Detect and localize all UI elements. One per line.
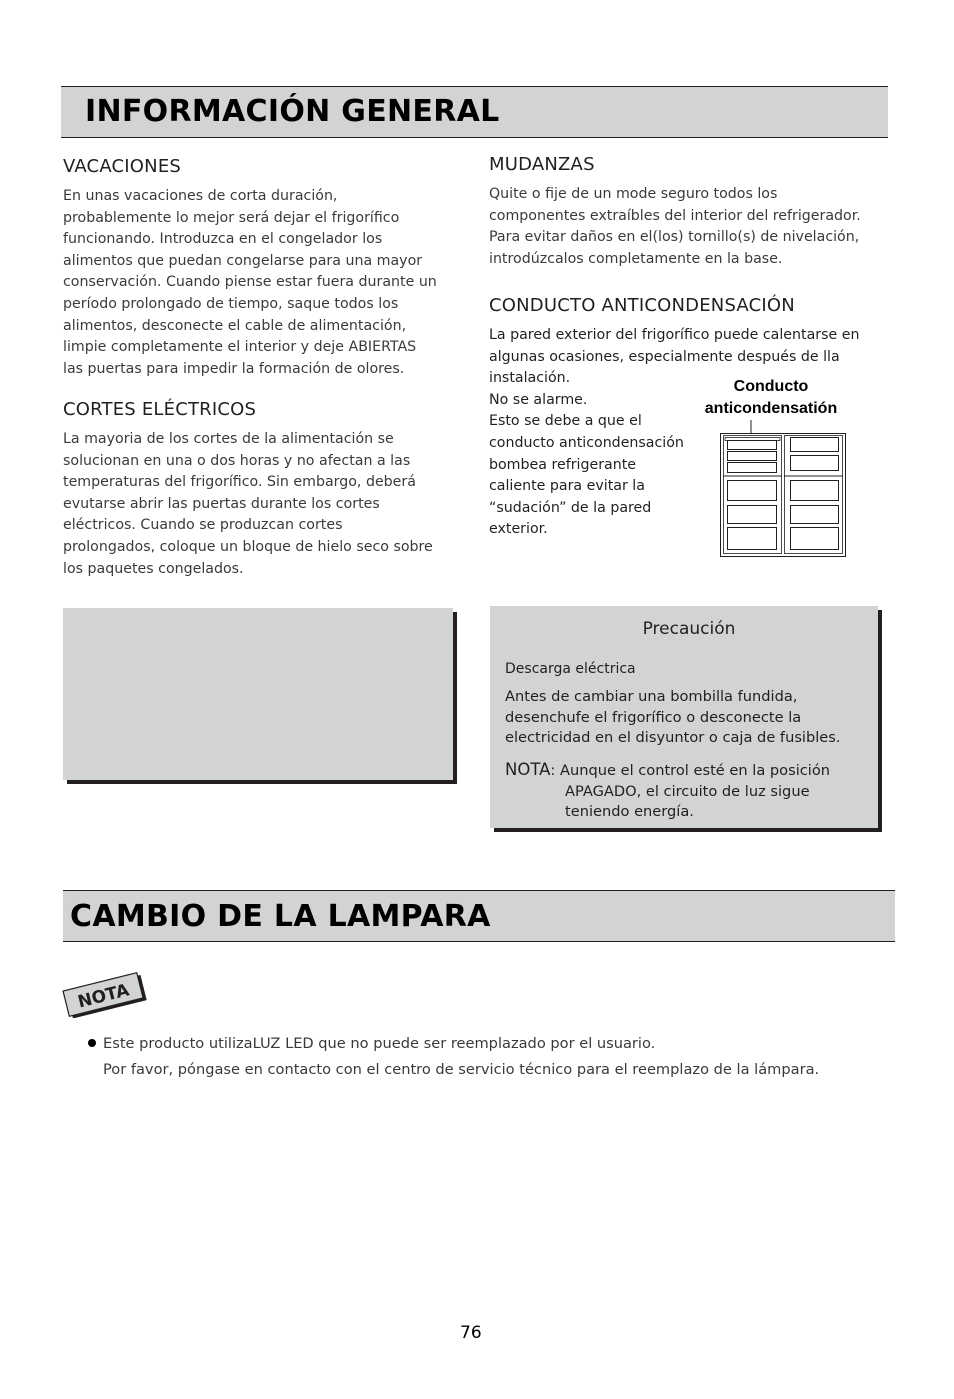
text-line: limpie completamente el interior y deje ABIERTAS [63, 339, 417, 356]
text-line: funcionando. Introduzca en el congelador los [63, 231, 383, 248]
text-line: La mayoria de los cortes de la alimentación se [63, 431, 394, 447]
text-line: : Aunque el control esté en la posición [550, 762, 831, 779]
section-banner-informacion-general [61, 86, 888, 138]
text-line: bombea refrigerante [489, 456, 637, 473]
text-line: “sudación” de la pared [489, 499, 652, 516]
vacaciones-title: VACACIONES [63, 156, 182, 177]
section-banner-cambio-lampara [63, 890, 895, 942]
caution-nota [505, 760, 875, 823]
text-line: En unas vacaciones de corta duración, [63, 188, 338, 204]
text-line: Antes de cambiar una bombilla fundida, [505, 688, 798, 705]
text-line: instalación. [489, 370, 571, 387]
text-line: APAGADO, el circuito de luz sigue [565, 782, 810, 800]
caution-body [505, 687, 870, 749]
text-line: componentes extraíbles del interior del refrigerador. [489, 207, 861, 224]
nota-stamp-icon [62, 970, 148, 1018]
nota-stamp-text: NOTA [75, 980, 132, 1013]
bullet-dot [88, 1039, 96, 1047]
text-line: alimentos, desconecte el cable de alimentación, [63, 317, 407, 334]
text-line: temperaturas del frigorífico. Sin embargo, deberá [63, 474, 416, 491]
text-line: Para evitar daños en el(los) tornillo(s) de nivelación, [489, 229, 860, 246]
section-title: INFORMACIÓN GENERAL [85, 94, 500, 129]
text-line: electricidad en el disyuntor o caja de fusibles. [505, 729, 841, 747]
vacaciones-body [63, 186, 463, 380]
text-line: prolongados, coloque un bloque de hielo seco sobre [63, 538, 433, 555]
section-title: CAMBIO DE LA LAMPARA [70, 899, 491, 934]
text-line: desenchufe el frigorífico o desconecte la [505, 708, 802, 726]
text-line: Quite o fije de un mode seguro todos los [489, 186, 778, 202]
text-line: teniendo energía. [565, 803, 694, 821]
text-line: introdúzcalos completamente en la base. [489, 250, 783, 267]
blank-gray-panel [63, 608, 453, 780]
cortes-body [63, 429, 463, 580]
text-line: conservación. Cuando piense estar fuera durante un [63, 274, 437, 291]
text-line: caliente para evitar la [489, 478, 645, 495]
text-line: probablemente lo mejor será dejar el frigorífico [63, 209, 400, 226]
diagram-label [695, 376, 847, 419]
page-number: 76 [460, 1323, 482, 1343]
text-line: La pared exterior del frigorífico puede calentarse en [489, 327, 860, 343]
text-line: Esto se debe a que el [489, 413, 642, 430]
nota-label: NOTA [505, 760, 551, 779]
text-line: las puertas para impedir la formación de olores. [63, 360, 405, 377]
text-line: algunas ocasiones, especialmente después de lla [489, 348, 840, 365]
text-line: exterior. [489, 521, 548, 538]
caution-subtitle: Descarga eléctrica [505, 661, 636, 677]
text-line: No se alarme. [489, 391, 588, 408]
note-line-2: Por favor, póngase en contacto con el centro de servicio técnico para el reemplazo de la lámpara. [103, 1061, 820, 1078]
cortes-title: CORTES ELÉCTRICOS [63, 399, 257, 420]
note-line-1: Este producto utilizaLUZ LED que no puede ser reemplazado por el usuario. [103, 1035, 656, 1052]
caution-title: Precaución [642, 619, 736, 639]
text-line: los paquetes congelados. [63, 560, 244, 577]
mudanzas-body [489, 184, 899, 270]
mudanzas-title: MUDANZAS [489, 154, 595, 175]
text-line: evutarse abrir las puertas durante los cortes [63, 495, 380, 512]
text-line: período prolongado de tiempo, saque todos los [63, 295, 399, 312]
diagram-label-line-1: Conducto [733, 378, 809, 395]
conducto-title: CONDUCTO ANTICONDENSACIÓN [489, 295, 795, 316]
diagram-label-line-2: anticondensatión [704, 399, 838, 417]
text-line: conducto anticondensación [489, 434, 684, 451]
text-line: alimentos que puedan congelarse para una mayor [63, 252, 423, 269]
text-line: eléctricos. Cuando se produzcan cortes [63, 517, 343, 534]
text-line: solucionan en una o dos horas y no afectan a las [63, 452, 411, 469]
refrigerator-diagram [718, 418, 848, 560]
